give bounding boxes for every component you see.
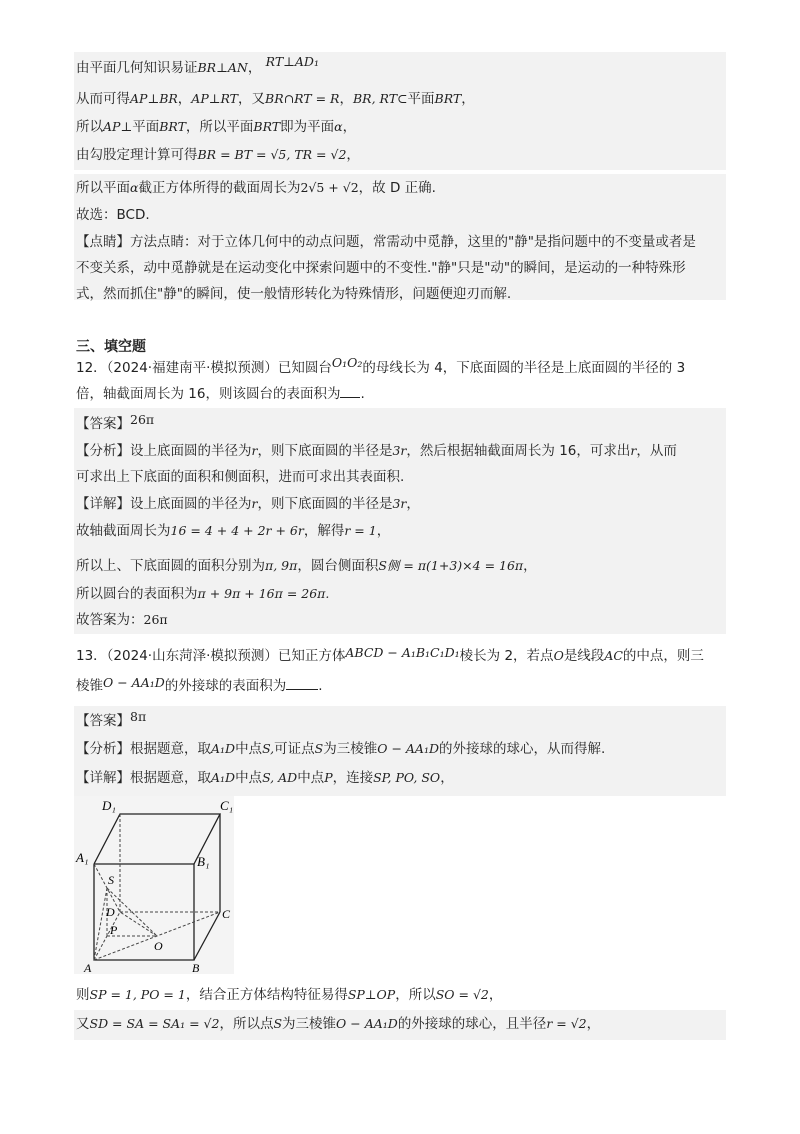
label-C1: C₁: [220, 798, 234, 813]
question-13-line: 棱锥O − AA₁D的外接球的表面积为 .: [76, 675, 323, 694]
answer-blank: [340, 385, 360, 398]
label-D1: D₁: [102, 798, 116, 813]
text-line: 式，然而抓住"静"的瞬间，使一般情形转化为特殊情形，问题便迎刃而解.: [76, 286, 512, 302]
text-line: 不变关系，动中觅静就是在运动变化中探索问题中的不变性."静"只是"动"的瞬间，是运动的一种特殊形: [76, 260, 686, 276]
analysis-line: 【分析】根据题意，取A₁D中点S,可证点S为三棱锥O − AA₁D的外接球的球心，从而得解.: [76, 741, 606, 757]
label-O: O: [154, 939, 163, 953]
label-P: P: [110, 923, 118, 937]
text-line: 故选：BCD.: [76, 207, 150, 223]
label-B: B: [192, 961, 200, 974]
question-12-line: 12．（2024·福建南平·模拟预测）已知圆台O₁O₂的母线长为 4，下底面圆的半径是上底面圆的半径的 3: [76, 355, 686, 376]
text-line: 所以平面α截正方体所得的截面周长为2√5 + √2，故 D 正确.: [76, 180, 436, 196]
detail-line: 【详解】根据题意，取A₁D中点S, AD中点P，连接SP, PO, SO，: [76, 770, 454, 786]
detail-line: 则SP = 1, PO = 1，结合正方体结构特征易得SP⊥OP，所以SO = √2，: [76, 987, 503, 1003]
detail-line: 又SD = SA = SA₁ = √2，所以点S为三棱锥O − AA₁D的外接球的球心，且半径r = √2，: [76, 1016, 601, 1032]
text-line: 【点睛】方法点睛：对于立体几何中的动点问题，常需动中觅静，这里的"静"是指问题中的不变量或者是: [76, 234, 696, 250]
label-C: C: [222, 907, 231, 921]
section-title: 三、填空题: [76, 339, 146, 355]
cube-figure: [74, 796, 234, 974]
detail-line: 所以上、下底面圆的面积分别为π, 9π，圆台侧面积S侧 = π(1+3)×4 = 16π，: [76, 558, 537, 574]
label-D: D: [106, 905, 115, 919]
analysis-line: 【分析】设上底面圆的半径为r，则下底面圆的半径是3r，然后根据轴截面周长为 16，可求出r，从而: [76, 443, 677, 459]
detail-line: 【详解】设上底面圆的半径为r，则下底面圆的半径是3r，: [76, 496, 420, 512]
text-line: 所以AP⊥平面BRT，所以平面BRT即为平面α，: [76, 119, 357, 135]
text-line: 从而可得AP⊥BR，AP⊥RT，又BR∩RT = R，BR, RT⊂平面BRT，: [76, 91, 475, 107]
answer-line: 【答案】26π: [76, 412, 155, 432]
text-line: 由平面几何知识易证BR⊥AN， RT⊥AD₁: [76, 54, 319, 76]
label-A: A: [84, 961, 92, 974]
label-B1: B₁: [197, 854, 210, 869]
detail-line: 所以圆台的表面积为π + 9π + 16π = 26π.: [76, 586, 330, 602]
answer-line: 【答案】8π: [76, 709, 147, 729]
answer-blank: [286, 677, 318, 690]
question-12-line: 倍，轴截面周长为 16，则该圆台的表面积为 .: [76, 386, 365, 402]
analysis-line: 可求出上下底面的面积和侧面积，进而可求出其表面积.: [76, 469, 405, 485]
label-S: S: [108, 873, 114, 887]
detail-line: 故轴截面周长为16 = 4 + 4 + 2r + 6r，解得r = 1，: [76, 523, 391, 539]
text-line: 由勾股定理计算可得BR = BT = √5, TR = √2，: [76, 147, 360, 163]
detail-line: 故答案为：26π: [76, 612, 168, 628]
question-13-line: 13．（2024·山东菏泽·模拟预测）已知正方体ABCD − A₁B₁C₁D₁棱长为 2，若点O是线段AC的中点，则三: [76, 645, 704, 664]
label-A1: A₁: [76, 850, 89, 865]
